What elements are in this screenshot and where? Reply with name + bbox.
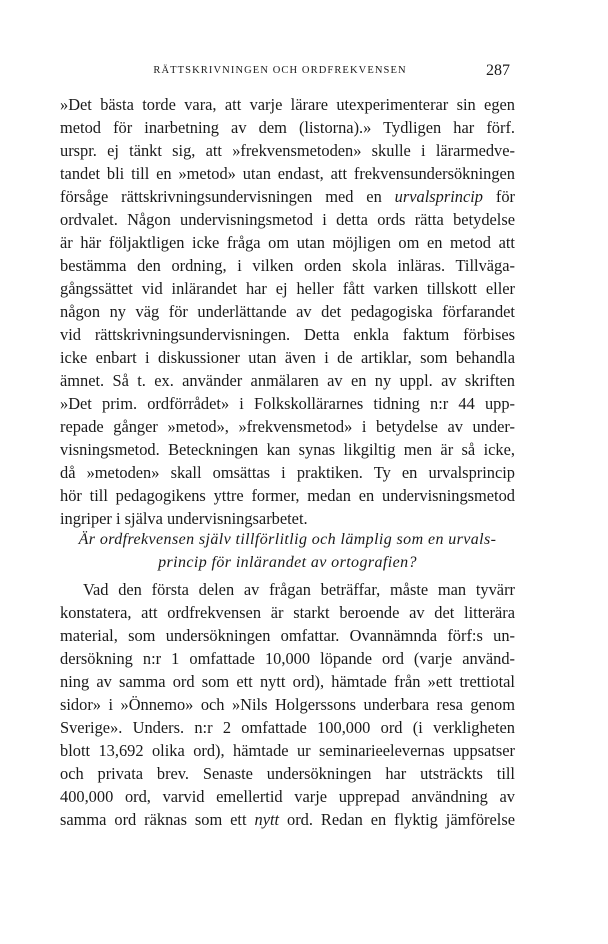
page-header [0, 62, 608, 84]
text-line: hör till pedagogikens yttre former, medan en undervisningsmetod [60, 486, 515, 505]
running-head: RÄTTSKRIVNINGEN OCH ORDFREKVENSEN [153, 65, 407, 76]
text-line: Sverige». Unders. n:r 2 omfattade 100,000 ord (i verkligheten [60, 718, 515, 737]
text-line: ordvalet. Någon undervisningsmetod i detta ords rätta betydelse [60, 210, 515, 229]
text-line: konstatera, att ordfrekvensen är starkt beroende av det litterära [60, 603, 515, 622]
text-line: sidor» i »Önnemo» och »Nils Holgerssons underbara resa genom [60, 695, 515, 714]
text-line: någon ny väg för underlättande av det pedagogiska förfarandet [60, 302, 515, 321]
text-line: ning av samma ord som ett nytt ord), hämtade från »ett trettiotal [60, 672, 515, 691]
page-number: 287 [486, 62, 510, 79]
emphasis-nytt: nytt [254, 810, 280, 829]
text-line: Vad den första delen av frågan beträffar, måste man tyvärr [83, 580, 515, 599]
text-line: gångssättet vid inlärandet har ej heller fått varken tillskott eller [60, 279, 515, 298]
text-line: blott 13,692 olika ord), hämtade ur seminarieelevernas uppsatser [60, 741, 515, 760]
text-line: ingriper i själva undervisningsarbetet. [60, 509, 308, 528]
text-line: metod för inarbetning av dem (listorna).» Tydligen har förf. [60, 118, 515, 137]
text-line: »Det prim. ordförrådet» i Folkskollärarnes tidning n:r 44 upp- [60, 394, 515, 413]
text-line: material, som undersökningen omfattar. Ovannämnda förf:s un- [60, 626, 515, 645]
text-run: för [495, 187, 515, 206]
text-line: bestämma den ordning, i vilken orden skola inläras. Tillväga- [60, 256, 515, 275]
text-line: ämnet. Så t. ex. använder anmälaren av en ny uppl. av skriften [60, 371, 515, 390]
text-line [60, 808, 515, 831]
text-line: då »metoden» skall omsättas i praktiken. Ty en urvalsprincip [60, 463, 515, 482]
text-run: ord. Redan en flyktig jämförelse [287, 810, 515, 829]
text-run: samma ord räknas som ett [60, 810, 247, 829]
text-line: är här följaktligen icke fråga om utan möjligen om en metod att [60, 233, 515, 252]
text-line: dersökning n:r 1 omfattade 10,000 löpande ord (varje använd- [60, 649, 515, 668]
text-line: visningsmetod. Beteckningen kan synas likgiltig men är så icke, [60, 440, 515, 459]
text-line: och privata brev. Senaste undersökningen har utsträckts till [60, 764, 515, 783]
text-run: försåge rättskrivningsundervisningen med en [60, 187, 382, 206]
text-line [60, 185, 515, 208]
heading-line: Är ordfrekvensen själv tillförlitlig och lämplig som en urvals- [78, 531, 497, 548]
text-line: 400,000 ord, varvid emellertid varje upprepad användning av [60, 787, 515, 806]
text-line: urspr. ej tänkt sig, att »frekvensmetoden» skulle i lärarmedve- [60, 141, 515, 160]
text-line: tandet bli till en »metod» utan endast, att frekvensundersökningen [60, 164, 515, 183]
heading-line: princip för inlärandet av ortografien? [158, 554, 417, 571]
text-line: »Det bästa torde vara, att varje lärare utexperimenterar sin egen [60, 95, 515, 114]
emphasis-urvalsprincip: urvalsprincip [394, 187, 483, 206]
text-line: icke enbart i diskussioner utan även i de artiklar, som behandla [60, 348, 515, 367]
text-line: repade gånger »metod», »frekvensmetod» i betydelse av under- [60, 417, 515, 436]
text-line: vid rättskrivningsundervisningen. Detta enkla faktum förbises [60, 325, 515, 344]
